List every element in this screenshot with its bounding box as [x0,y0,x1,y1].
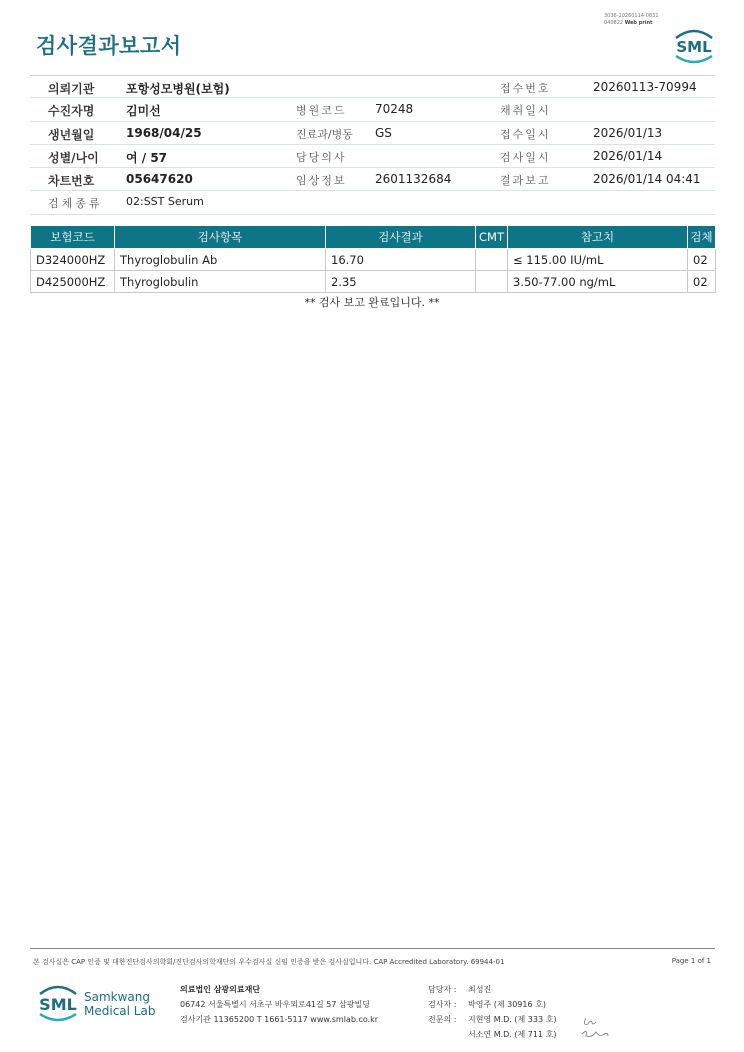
report-date-label: 결과보고 [500,174,551,188]
samkwang-logo-line1: Samkwang [84,990,150,1004]
collection-date-label: 채취일시 [500,104,551,118]
staff-label: 전문의 : [428,1015,457,1024]
test-date-label: 검사일시 [500,150,551,164]
col-specimen: 검체 [688,226,716,249]
col-test-item: 검사항목 [115,226,326,249]
sml-footer-logo-text: SML [39,995,77,1014]
sex-age-label: 성별/나이 [48,150,99,165]
reference-range: ≤ 115.00 IU/mL [508,249,688,271]
footer-divider [30,948,715,949]
specimen-type-value: 02:SST Serum [126,195,204,209]
birthdate-value: 1968/04/25 [126,125,202,140]
chart-no-value: 05647620 [126,172,193,187]
signature [578,1012,612,1042]
table-row [31,271,716,293]
test-result: 2.35 [326,271,476,293]
staff-label: 담당자 : [428,985,457,994]
col-result: 검사결과 [326,226,476,249]
birthdate-label: 생년월일 [48,127,95,142]
table-row [31,249,716,271]
org-contact: 검사기관 11365200 T 1661-5117 www.smlab.co.kr [180,1015,379,1024]
insurance-code: D324000HZ [31,249,115,271]
info-row [30,168,715,191]
sex-age-value: 여 / 57 [126,150,168,165]
samkwang-logo [36,980,166,1026]
web-print-label: Web print [624,20,653,26]
patient-name-label: 수진자명 [48,104,95,119]
specimen-type-label: 검체종류 [48,197,103,211]
patient-name-value: 김미선 [126,104,161,119]
test-item: Thyroglobulin Ab [115,249,326,271]
test-date-value: 2026/01/14 [593,148,663,163]
page-title: 검사결과보고서 [36,34,182,58]
sml-logo-text: SML [676,38,712,56]
staff-name: 박영주 (제 30916 호) [468,1000,546,1009]
print-code: 3036-20260114-0831 [604,13,659,19]
organization-info [180,982,378,1027]
org-address: 06742 서울특별시 서초구 바우뫼로41길 57 삼광빌딩 [180,1000,370,1009]
staff-label: 검사자 : [428,1000,457,1009]
test-result: 16.70 [326,249,476,271]
org-name: 의료법인 삼광의료재단 [180,985,261,994]
staff-name: 서소연 M.D. (제 711 호) [468,1030,557,1039]
info-row [30,145,715,168]
print-code-2: 040822 [604,20,624,26]
accession-no-value: 20260113-70994 [593,80,697,94]
chart-no-label: 차트번호 [48,174,95,189]
department-value: GS [375,125,392,140]
clinical-info-value: 2601132684 [375,172,452,187]
sml-logo [672,26,716,66]
reference-range: 3.50-77.00 ng/mL [508,271,688,293]
print-meta [604,13,659,27]
staff-name: 지현영 M.D. (제 333 호) [468,1015,557,1024]
report-complete-note: ** 검사 보고 완료입니다. ** [304,296,440,309]
test-item: Thyroglobulin [115,271,326,293]
department-label: 진료과/병동 [296,127,353,141]
accession-no-label: 접수번호 [500,82,551,95]
doctor-label: 담당의사 [296,150,347,164]
info-row [30,191,715,214]
clinical-info-label: 임상정보 [296,174,347,188]
info-row [30,122,715,145]
col-reference: 참고치 [508,226,688,249]
received-date-value: 2026/01/13 [593,125,663,140]
staff-info [428,982,556,1042]
col-insurance-code: 보험코드 [31,226,115,249]
hospital-code-label: 병원코드 [296,104,347,118]
requesting-org-value: 포항성모병원(보험) [126,82,230,96]
report-date-value: 2026/01/14 04:41 [593,172,701,187]
cmt [476,249,508,271]
insurance-code: D425000HZ [31,271,115,293]
accreditation-note: 본 검사실은 CAP 인증 및 대한진단검사의학회/진단검사의학재단의 우수검사실 신임 인증을 받은 검사실입니다. CAP Accredited Laboratory. 69944-01 [33,958,505,966]
col-cmt: CMT [476,226,508,249]
requesting-org-label: 의뢰기관 [48,82,95,96]
specimen-code: 02 [688,271,716,293]
samkwang-logo-line2: Medical Lab [84,1004,156,1018]
info-row [30,98,715,121]
cmt [476,271,508,293]
hospital-code-value: 70248 [375,102,414,117]
staff-name: 최성진 [468,985,492,994]
results-table [30,225,716,293]
specimen-code: 02 [688,249,716,271]
patient-info [30,75,715,215]
received-date-label: 접수일시 [500,127,551,141]
page-number: Page 1 of 1 [671,957,711,965]
results-header-row [31,226,716,249]
info-row [30,75,715,98]
